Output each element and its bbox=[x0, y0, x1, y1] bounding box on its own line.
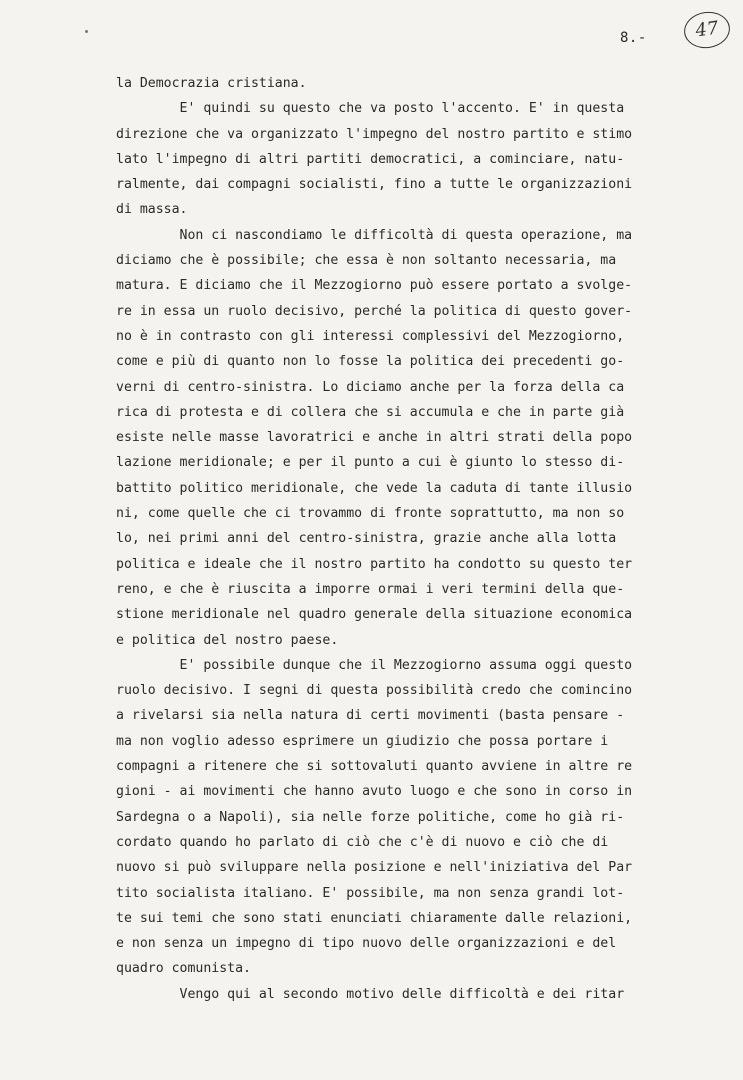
text-line: cordato quando ho parlato di ciò che c'è di nuovo e ciò che di bbox=[116, 834, 609, 850]
text-line: battito politico meridionale, che vede la caduta di tante illusio bbox=[116, 480, 633, 496]
archive-stamp: 47 bbox=[682, 9, 733, 51]
typewritten-body bbox=[116, 71, 696, 1007]
text-line: lo, nei primi anni del centro-sinistra, grazie anche alla lotta bbox=[116, 531, 617, 547]
text-line: Vengo qui al secondo motivo delle difficoltà e dei ritar bbox=[116, 986, 625, 1002]
text-line: ralmente, dai compagni socialisti, fino a tutte le organizzazioni bbox=[116, 177, 633, 193]
text-line: tito socialista italiano. E' possibile, ma non senza grandi lot- bbox=[116, 885, 625, 901]
text-line: ni, come quelle che ci trovammo di fronte soprattutto, ma non so bbox=[116, 506, 625, 522]
text-line: esiste nelle masse lavoratrici e anche in altri strati della popo bbox=[116, 430, 633, 446]
text-line: politica e ideale che il nostro partito ha condotto su questo ter bbox=[116, 556, 633, 572]
text-line: Sardegna o a Napoli), sia nelle forze politiche, come ho già ri- bbox=[116, 809, 625, 825]
text-line: matura. E diciamo che il Mezzogiorno può essere portato a svolge- bbox=[116, 278, 633, 294]
text-line: e politica del nostro paese. bbox=[116, 632, 339, 648]
text-line: lato l'impegno di altri partiti democratici, a cominciare, natu- bbox=[116, 151, 625, 167]
text-line: E' possibile dunque che il Mezzogiorno assuma oggi questo bbox=[116, 657, 633, 673]
text-line: stione meridionale nel quadro generale della situazione economica bbox=[116, 607, 633, 623]
text-line: no è in contrasto con gli interessi complessivi del Mezzogiorno, bbox=[116, 328, 625, 344]
text-line: e non senza un impegno di tipo nuovo delle organizzazioni e del bbox=[116, 936, 617, 952]
text-line: lazione meridionale; e per il punto a cui è giunto lo stesso di- bbox=[116, 455, 625, 471]
text-line: quadro comunista. bbox=[116, 961, 251, 977]
text-line: ma non voglio adesso esprimere un giudizio che possa portare i bbox=[116, 733, 609, 749]
text-line: compagni a ritenere che si sottovaluti quanto avviene in altre re bbox=[116, 759, 633, 775]
text-line: rica di protesta e di collera che si accumula e che in parte già bbox=[116, 404, 625, 420]
text-line: come e più di quanto non lo fosse la politica dei precedenti go- bbox=[116, 354, 625, 370]
text-line: nuovo si può sviluppare nella posizione e nell'iniziativa del Par bbox=[116, 860, 633, 876]
text-line: ruolo decisivo. I segni di questa possibilità credo che comincino bbox=[116, 683, 633, 699]
text-line: gioni - ai movimenti che hanno avuto luogo e che sono in corso in bbox=[116, 784, 633, 800]
text-line: Non ci nascondiamo le difficoltà di questa operazione, ma bbox=[116, 227, 633, 243]
text-line: te sui temi che sono stati enunciati chiaramente dalle relazioni, bbox=[116, 910, 633, 926]
page-number: 8.- bbox=[620, 30, 647, 46]
text-line: reno, e che è riuscita a imporre ormai i veri termini della que- bbox=[116, 581, 625, 597]
text-line: diciamo che è possibile; che essa è non soltanto necessaria, ma bbox=[116, 253, 617, 269]
text-line: E' quindi su questo che va posto l'accento. E' in questa bbox=[116, 101, 625, 117]
text-line: di massa. bbox=[116, 202, 188, 218]
text-line: a rivelarsi sia nella natura di certi movimenti (basta pensare - bbox=[116, 708, 625, 724]
paper-speck bbox=[85, 30, 88, 33]
text-line: direzione che va organizzato l'impegno del nostro partito e stimo bbox=[116, 126, 633, 142]
text-line: la Democrazia cristiana. bbox=[116, 76, 307, 91]
text-line: verni di centro-sinistra. Lo diciamo anche per la forza della ca bbox=[116, 379, 625, 395]
text-line: re in essa un ruolo decisivo, perché la politica di questo gover- bbox=[116, 303, 633, 319]
